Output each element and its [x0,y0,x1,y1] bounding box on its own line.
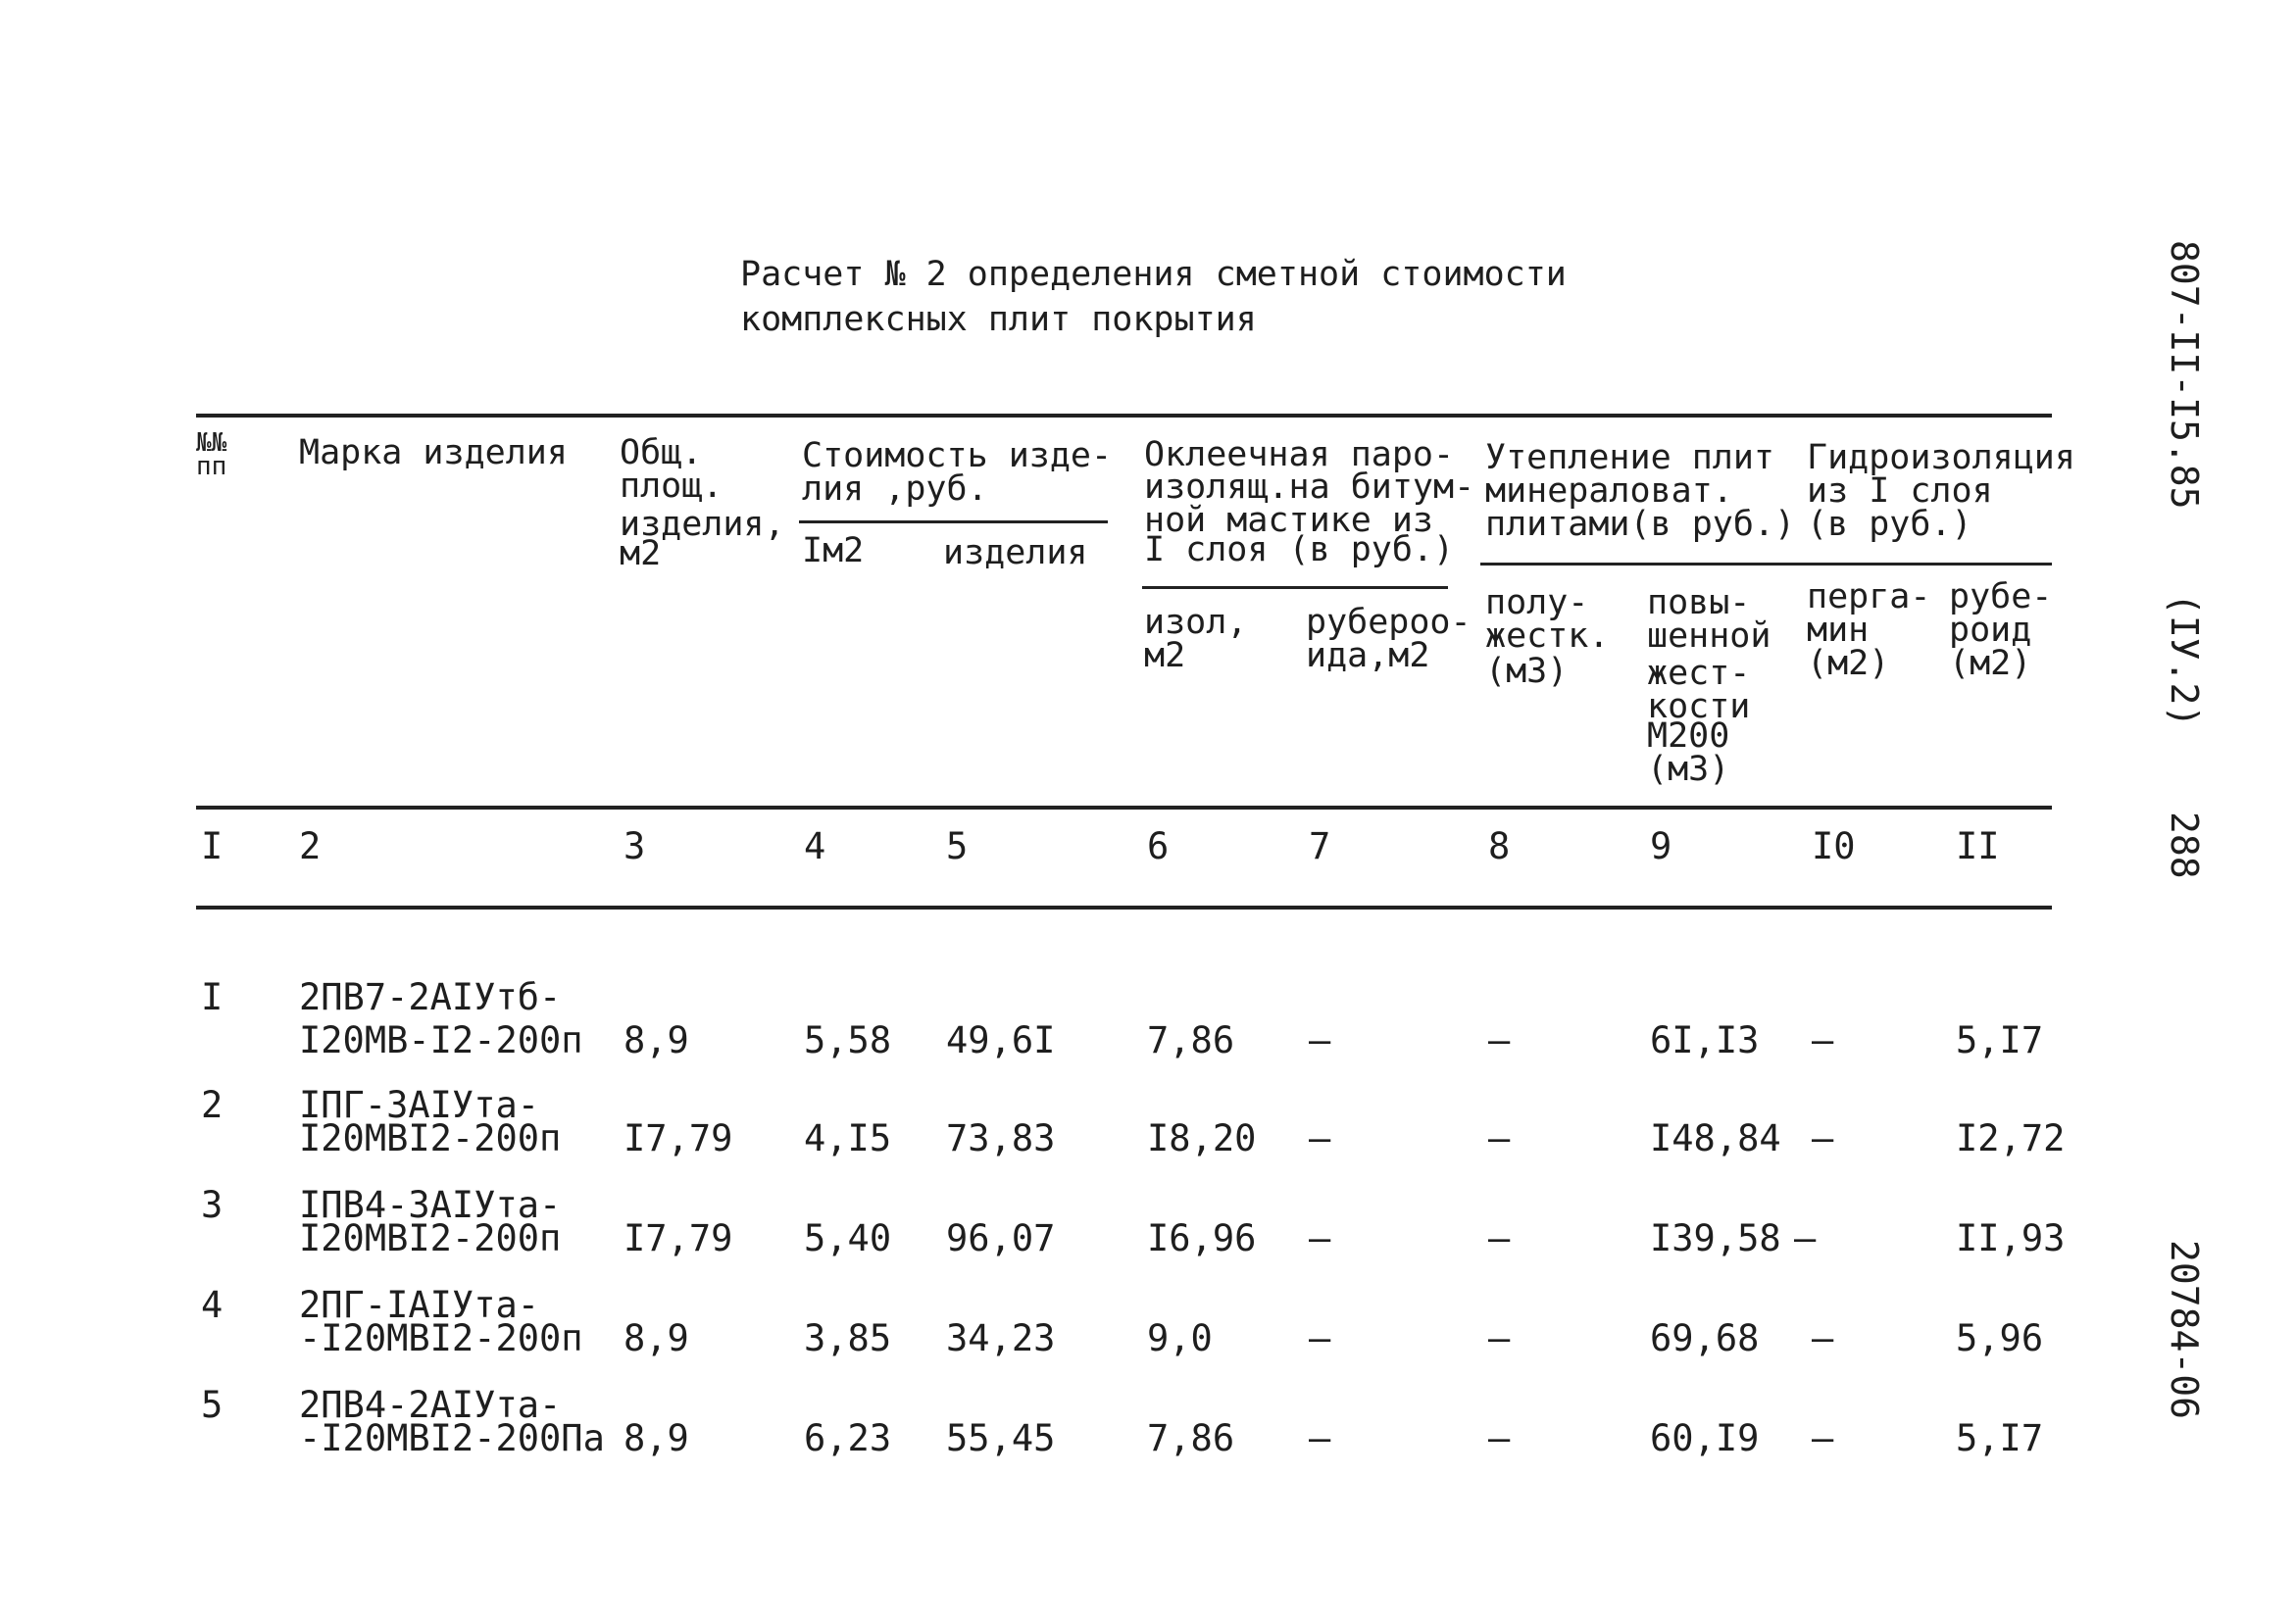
cell-semi-rigid: – [1488,1019,1511,1061]
utepl-gidro-subheader-rule [1480,563,2052,566]
cell-pergamin: – [1812,1417,1834,1459]
cell-pergamin: – [1812,1117,1834,1159]
row-number: 3 [201,1184,224,1226]
header-high-rigid-l4: кости [1647,687,1751,726]
row-number: 2 [201,1084,224,1126]
header-gidro-group-l3: (в руб.) [1807,505,1972,544]
column-number-7: 7 [1309,825,1331,867]
header-paro-group-l1: Оклеечная паро- [1144,435,1455,474]
cell-cost-per-product: 73,83 [946,1117,1056,1159]
header-paro-group-l2: изолящ.на битум- [1144,468,1475,507]
side-section-code: (IУ.2) [2163,593,2206,728]
cell-total-area: 8,9 [624,1417,689,1459]
cell-cost-per-product: 55,45 [946,1417,1056,1459]
cell-cost-per-m2: 5,40 [804,1217,892,1259]
header-ruberoid-gidro-l1: рубе- [1949,577,2053,616]
cell-ruberoid-gidro: 5,I7 [1956,1019,2044,1061]
product-mark-line1: IПВ4-3АIУта- [299,1184,562,1226]
header-total-area-l2: площ. [620,467,723,506]
column-number-10: I0 [1812,825,1856,867]
cell-izol: 9,0 [1147,1317,1213,1359]
cell-cost-per-product: 96,07 [946,1217,1056,1259]
side-page-number: 288 [2163,812,2206,879]
cell-semi-rigid: – [1488,1217,1511,1259]
product-mark-line1: IПГ-3АIУта- [299,1084,540,1126]
cell-pergamin: – [1794,1217,1817,1259]
cell-izol: 7,86 [1147,1417,1235,1459]
cell-izol: I8,20 [1147,1117,1257,1159]
cell-total-area: I7,79 [624,1117,733,1159]
header-ruberoid-paro-l1: рубероо- [1306,603,1472,642]
header-cost-group-l1: Стоимость изде- [802,436,1113,475]
header-semi-rigid-l3: (м3) [1485,652,1569,691]
cell-cost-per-m2: 4,I5 [804,1117,892,1159]
cell-ruberoid-paro: – [1309,1417,1331,1459]
column-numbers-bottom-rule [196,906,2052,910]
column-number-3: 3 [624,825,646,867]
cell-semi-rigid: – [1488,1117,1511,1159]
header-izol-l1: изол, [1144,603,1248,642]
header-total-area-l3: изделия, [620,505,785,544]
cell-cost-per-product: 34,23 [946,1317,1056,1359]
cell-high-rigid: I48,84 [1650,1117,1781,1159]
header-ruberoid-gidro-l3: (м2) [1949,644,2032,683]
product-mark-line1: 2ПГ-IАIУта- [299,1284,540,1326]
header-ruberoid-paro-l2: ида,м2 [1306,636,1430,675]
header-gidro-group-l1: Гидроизоляция [1807,438,2075,477]
cell-ruberoid-paro: – [1309,1019,1331,1061]
cost-subheader-rule [799,520,1108,523]
header-utepl-group-l1: Утепление плит [1485,438,1775,477]
cell-high-rigid: 6I,I3 [1650,1019,1760,1061]
paro-subheader-rule [1142,586,1448,589]
header-high-rigid-l2: шенной [1647,616,1771,656]
row-number: 4 [201,1284,224,1326]
cell-cost-per-product: 49,6I [946,1019,1056,1061]
document-title-line2: комплексных плит покрытия [740,300,1257,339]
cell-ruberoid-paro: – [1309,1217,1331,1259]
cell-cost-per-m2: 5,58 [804,1019,892,1061]
product-mark-line2: -I20МВI2-200Па [299,1417,605,1459]
product-mark-line2: -I20МВI2-200п [299,1317,583,1359]
header-cost-group-l2: лия ,руб. [802,469,988,509]
header-total-area-l4: м2 [620,534,662,573]
cell-total-area: 8,9 [624,1317,689,1359]
column-number-6: 6 [1147,825,1170,867]
header-pergamin-l2: мин [1807,611,1870,650]
header-semi-rigid-l1: полу- [1485,583,1589,622]
document-title-line1: Расчет № 2 определения сметной стоимости [740,255,1567,294]
side-registry-number: 20784-06 [2163,1240,2206,1420]
row-number: I [201,976,224,1018]
cell-izol: 7,86 [1147,1019,1235,1061]
header-pergamin-l3: (м2) [1807,644,1890,683]
cell-cost-per-m2: 6,23 [804,1417,892,1459]
header-high-rigid-l5: М200 [1647,716,1730,756]
header-high-rigid-l6: (м3) [1647,750,1730,789]
header-product-mark: Марка изделия [299,433,568,472]
column-number-2: 2 [299,825,322,867]
product-mark-line2: I20МВ-I2-200п [299,1019,583,1061]
header-high-rigid-l3: жест- [1647,654,1751,693]
column-number-4: 4 [804,825,826,867]
header-utepl-group-l3: плитами(в руб.) [1485,505,1796,544]
cell-pergamin: – [1812,1317,1834,1359]
cell-ruberoid-paro: – [1309,1317,1331,1359]
cell-ruberoid-gidro: I2,72 [1956,1117,2066,1159]
cell-high-rigid: 69,68 [1650,1317,1760,1359]
header-paro-group-l4: I слоя (в руб.) [1144,530,1455,569]
product-mark-line1: 2ПВ4-2АIУта- [299,1384,562,1426]
header-utepl-group-l2: минераловат. [1485,471,1733,511]
cell-ruberoid-gidro: 5,I7 [1956,1417,2044,1459]
cell-total-area: I7,79 [624,1217,733,1259]
cell-high-rigid: 60,I9 [1650,1417,1760,1459]
header-semi-rigid-l2: жестк. [1485,616,1610,656]
cell-total-area: 8,9 [624,1019,689,1061]
side-document-code: 807-II-I5.85 [2163,240,2206,510]
header-gidro-group-l2: из I слоя [1807,471,1993,511]
product-mark-line2: I20МВI2-200п [299,1117,562,1159]
header-cost-per-product: изделия [943,533,1088,572]
header-izol-l2: м2 [1144,636,1186,675]
cell-cost-per-m2: 3,85 [804,1317,892,1359]
cell-pergamin: – [1812,1019,1834,1061]
cell-ruberoid-paro: – [1309,1117,1331,1159]
header-paro-group-l3: ной мастике из [1144,501,1434,540]
header-ruberoid-gidro-l2: роид [1949,611,2032,650]
product-mark-line2: I20МВI2-200п [299,1217,562,1259]
product-mark-line1: 2ПВ7-2АIУтб- [299,976,562,1018]
column-number-11: II [1956,825,2000,867]
column-number-9: 9 [1650,825,1672,867]
table-top-rule [196,414,2052,418]
header-cost-per-m2: Iм2 [802,531,865,570]
cell-semi-rigid: – [1488,1417,1511,1459]
column-number-5: 5 [946,825,969,867]
header-bottom-rule [196,806,2052,810]
cell-ruberoid-gidro: 5,96 [1956,1317,2044,1359]
header-pergamin-l1: перга- [1807,577,1931,616]
column-number-1: I [201,825,224,867]
cell-semi-rigid: – [1488,1317,1511,1359]
column-number-8: 8 [1488,825,1511,867]
cell-high-rigid: I39,58 [1650,1217,1781,1259]
header-row-number: №№ пп [196,428,227,481]
header-total-area-l1: Общ. [620,433,703,472]
cell-ruberoid-gidro: II,93 [1956,1217,2066,1259]
header-high-rigid-l1: повы- [1647,583,1751,622]
row-number: 5 [201,1384,224,1426]
cell-izol: I6,96 [1147,1217,1257,1259]
